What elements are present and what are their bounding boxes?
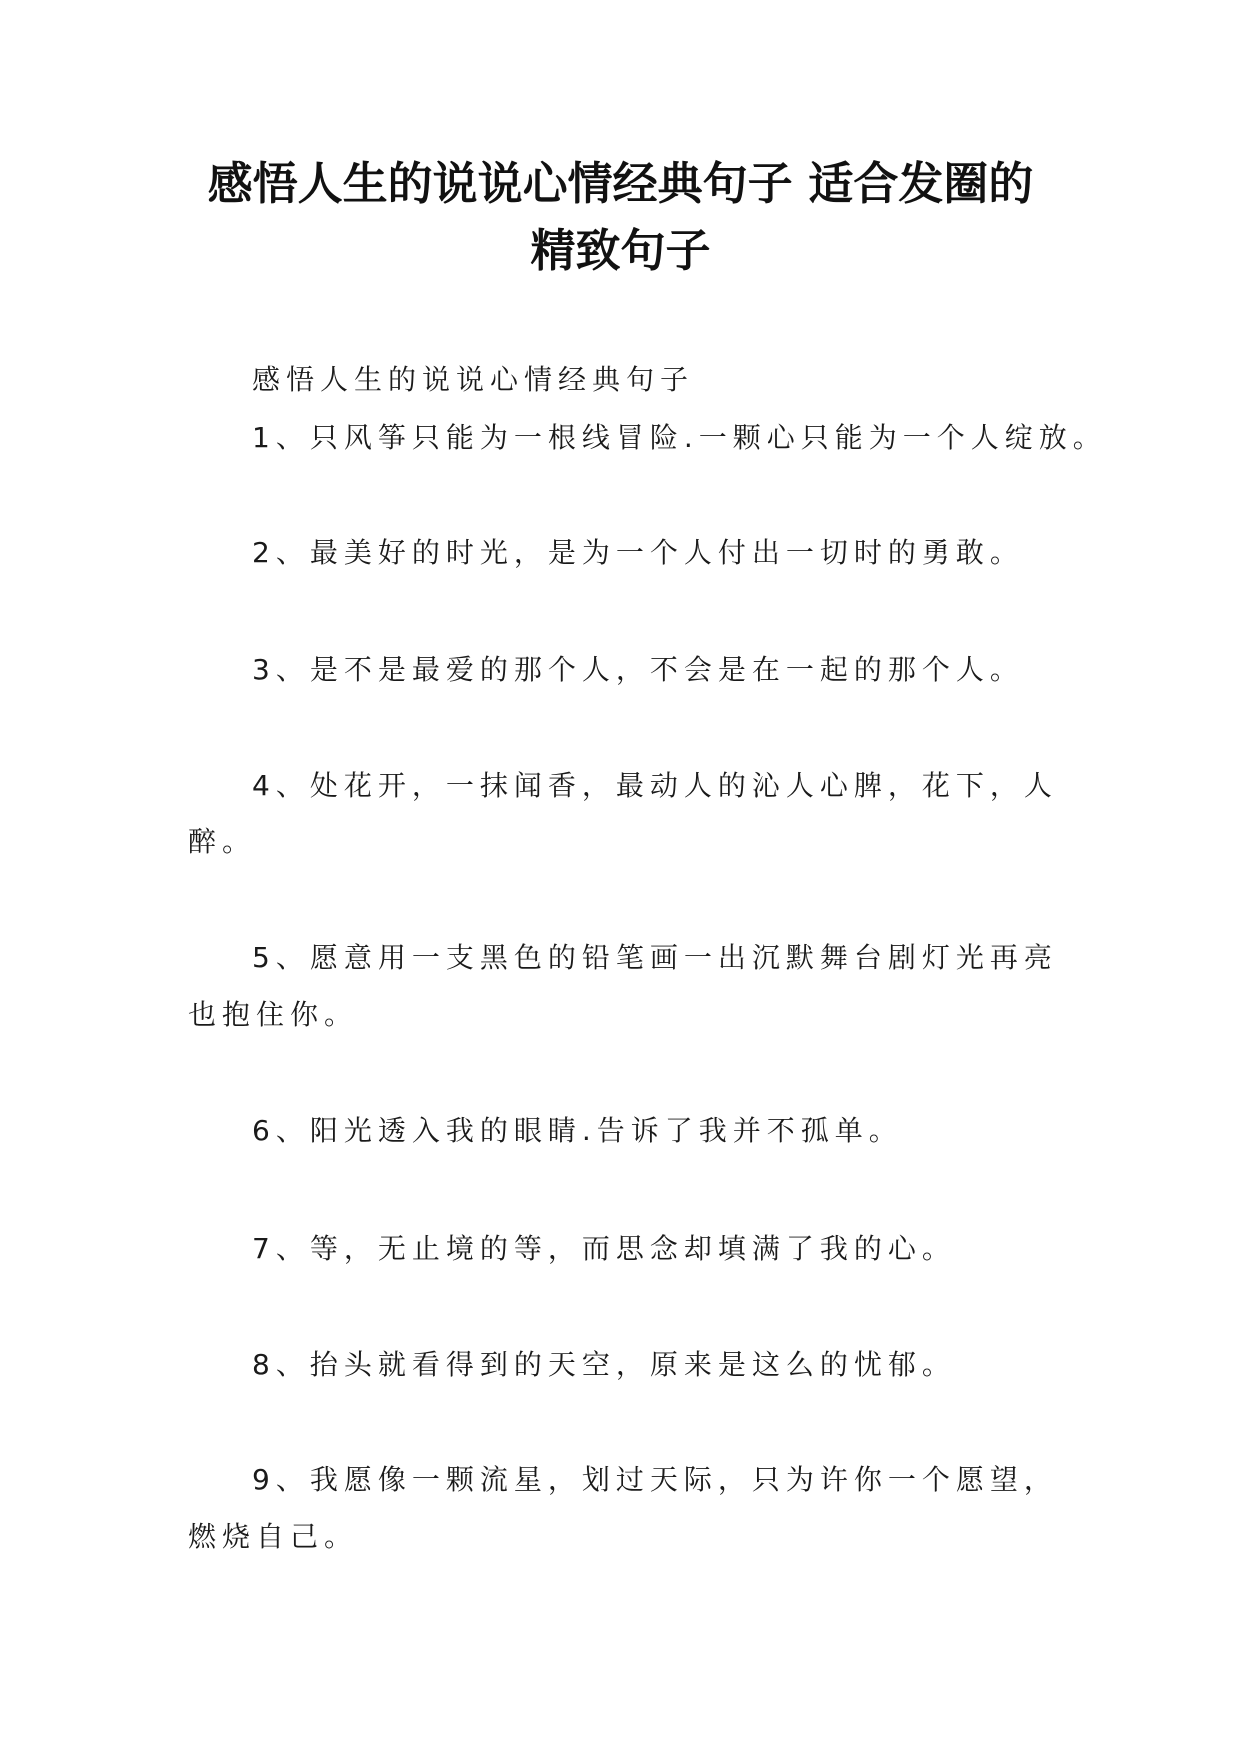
- subheading: 感悟人生的说说心情经典句子: [252, 363, 695, 396]
- list-item-1: 1、只风筝只能为一根线冒险.一颗心只能为一个人绽放。: [252, 421, 1107, 454]
- list-item-4-continuation: 醉。: [188, 825, 257, 858]
- list-item-4: 4、处花开，一抹闻香，最动人的沁人心脾，花下，人: [252, 769, 1058, 802]
- list-item-8: 8、抬头就看得到的天空，原来是这么的忧郁。: [252, 1348, 956, 1381]
- list-item-9: 9、我愿像一颗流星，划过天际，只为许你一个愿望，: [252, 1463, 1058, 1496]
- list-item-7: 7、等，无止境的等，而思念却填满了我的心。: [252, 1232, 956, 1265]
- list-item-3: 3、是不是最爱的那个人，不会是在一起的那个人。: [252, 653, 1024, 686]
- list-item-6: 6、阳光透入我的眼睛.告诉了我并不孤单。: [252, 1114, 903, 1147]
- list-item-2: 2、最美好的时光，是为一个人付出一切时的勇敢。: [252, 536, 1024, 569]
- document-title-line-1: 感悟人生的说说心情经典句子 适合发圈的: [207, 157, 1034, 210]
- document-title-line-2: 精致句子: [530, 224, 711, 277]
- list-item-9-continuation: 燃烧自己。: [188, 1520, 359, 1553]
- list-item-5: 5、愿意用一支黑色的铅笔画一出沉默舞台剧灯光再亮: [252, 941, 1058, 974]
- list-item-5-continuation: 也抱住你。: [188, 998, 359, 1031]
